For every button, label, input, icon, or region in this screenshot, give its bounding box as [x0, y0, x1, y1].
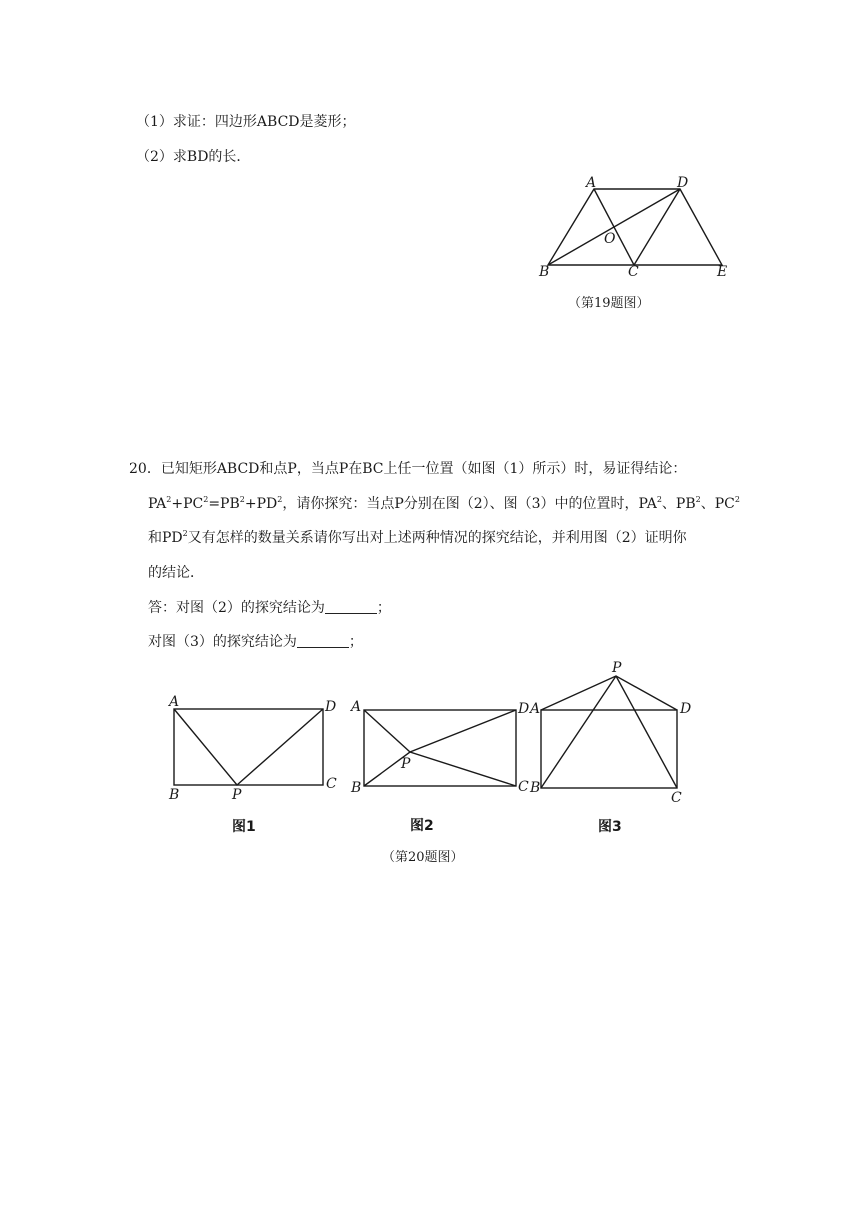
q20-figure1	[167, 694, 337, 803]
fig3-segments-apd	[541, 676, 677, 710]
q19-part2: （2）求BD的长．	[136, 149, 251, 165]
fig1-label-d: D	[325, 699, 337, 715]
fig2-label-c: C	[518, 779, 529, 795]
q20-answer1: 答：对图（2）的探究结论为 ；	[148, 600, 391, 616]
fig2-label-a: A	[351, 699, 362, 715]
fig1-label-a: A	[169, 694, 180, 710]
q20-line2: $PA^2+PC^2=PB^2+PD^2$，请你探究：当点P分别在图（2）、图（3）中的位置时，$PA^2$、$PB^2$、$PC^2$	[148, 495, 740, 512]
q20-figure-caption: （第20题图）	[382, 850, 464, 865]
fig1-segments-apd	[174, 709, 323, 785]
fig1-label: 图1	[232, 819, 256, 835]
fig2-label-d: D	[518, 701, 530, 717]
fig2-rectangle	[364, 710, 516, 786]
q19-label-e: E	[717, 264, 728, 280]
fig1-rectangle	[174, 709, 323, 785]
q20-answer2: 对图（3）的探究结论为 ；	[148, 634, 363, 650]
fig1-label-b: B	[169, 787, 180, 803]
q19-label-d: D	[677, 175, 689, 191]
fig2-segment-ap-pc	[364, 710, 516, 786]
fig3-label-p: P	[612, 660, 622, 676]
fig3-label-d: D	[680, 701, 692, 717]
fig3-label-c: C	[671, 790, 682, 806]
fig2-label: 图2	[410, 818, 434, 834]
q20-figure2	[349, 699, 529, 796]
q20-line1: 20．已知矩形ABCD和点P，当点P在BC上任一位置（如图（1）所示）时，易证得结论：	[129, 461, 687, 477]
q19-figure-caption: （第19题图）	[568, 296, 650, 311]
fig1-label-c: C	[326, 776, 337, 792]
q19-label-o: O	[604, 231, 616, 247]
q19-part1: （1）求证：四边形ABCD是菱形；	[136, 114, 356, 130]
fig2-label-b: B	[351, 780, 362, 796]
fig3-rectangle	[541, 710, 677, 788]
fig3-label-a: A	[530, 701, 541, 717]
q20-line3: 和$PD^2$又有怎样的数量关系请你写出对上述两种情况的探究结论，并利用图（2）证明你	[148, 529, 687, 546]
q20-figure3	[528, 660, 691, 806]
q20-line4: 的结论．	[148, 565, 204, 581]
fig1-label-p: P	[232, 787, 242, 803]
fig2-segment-bp-pd	[364, 710, 516, 786]
fig3-label-b: B	[530, 780, 541, 796]
q19-label-c: C	[628, 264, 639, 280]
q19-label-a: A	[586, 175, 597, 191]
q19-label-b: B	[539, 264, 550, 280]
fig2-label-p: P	[401, 756, 411, 772]
fig3-label: 图3	[598, 819, 622, 835]
